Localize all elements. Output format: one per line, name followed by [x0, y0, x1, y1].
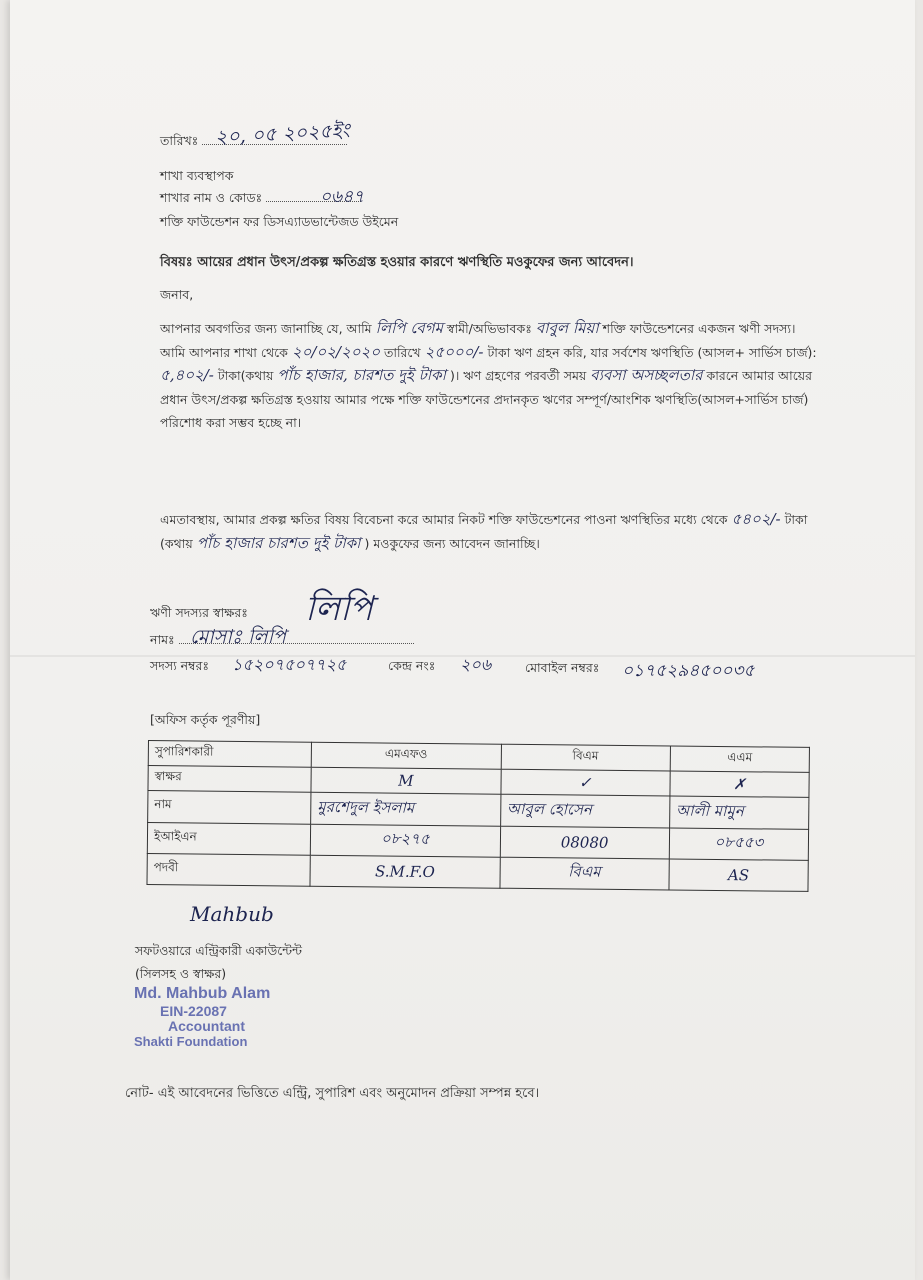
para2-text-3: ) মওকুফের জন্য আবেদন জানাচ্ছি। — [364, 535, 540, 551]
mfo-designation: S.M.F.O — [374, 862, 435, 881]
header-recommender: সুপারিশকারী — [148, 741, 311, 768]
member-id: ১৫২০৭৫০৭৭২৫ — [232, 655, 347, 674]
body-paragraph-2 — [160, 508, 820, 555]
para1-text-4: তারিখে — [383, 344, 421, 360]
para2-text-2: টাকা (কথায় — [160, 512, 808, 551]
addressee-title: শাখা ব্যবস্থাপক — [160, 168, 234, 183]
subject-line: বিষয়ঃ আয়ের প্রধান উৎস/প্রকল্প ক্ষতিগ্রস্ত হওয়ার কারণে ঋণস্থিতি মওকুফের জন্য আবেদন। — [160, 255, 634, 270]
am-ein: ০৮৫৫৩ — [714, 833, 764, 852]
date-value: ২০, ০৫ ২০২৫ইং — [214, 119, 351, 149]
stamp-ein: EIN-22087 — [160, 1003, 227, 1019]
mobile-label: মোবাইল নম্বরঃ — [525, 660, 600, 675]
waiver-amount: ৫৪০২/- — [731, 510, 781, 528]
loan-amount: ২৫০০০/- — [424, 342, 484, 361]
office-use-label: [অফিস কর্তৃক পূরণীয়] — [150, 712, 261, 727]
member-signature: লিপি — [305, 589, 373, 629]
bm-name: আবুল হোসেন — [506, 799, 592, 819]
para1-text-2: স্বামী/অভিভাবকঃ — [446, 321, 532, 336]
para1-text-8: কারনে আমার আয়ের প্রধান উৎস/প্রকল্প ক্ষতিগ্রস্ত হওয়ায় আমার পক্ষে শক্তি ফাউন্ডেশনের প্রদানকৃত ঋণের সম্পূর্ণ/আংশিক ঋণস্থিতি(আসল+সার্ভিস চার্জ) পরিশোধ করা সম্ভব হচ্ছে না। — [160, 368, 813, 430]
para1-text-5: টাকা ঋণ গ্রহন করি, যার সর্বশেষ ঋণস্থিতি (আসল+ সার্ভিস চার্জ): — [487, 344, 817, 360]
table-row — [147, 853, 808, 891]
waiver-amount-words: পাঁচ হাজার চারশত দুই টাকা — [196, 533, 361, 552]
para1-text-6: টাকা(কথায় — [217, 368, 274, 383]
salutation: জনাব, — [160, 287, 194, 302]
am-signature: ✗ — [733, 775, 746, 794]
para2-text-1: এমতাবস্থায়, আমার প্রকল্প ক্ষতির বিষয় বিবেচনা করে আমার নিকট শক্তি ফাউন্ডেশনের পাওনা ঋণস্থিতির মধ্যে থেকে — [160, 512, 728, 527]
bm-ein: 08080 — [560, 832, 609, 852]
member-id-label: সদস্য নম্বরঃ — [150, 658, 210, 673]
footer-note: নোট- এই আবেদনের ভিত্তিতে এন্ট্রি, সুপারিশ এবং অনুমোদন প্রক্রিয়া সম্পন্ন হবে। — [125, 1086, 540, 1101]
loan-date: ২০/০২/২০২০ — [291, 342, 380, 361]
center-label: কেন্দ্র নংঃ — [388, 658, 436, 673]
member-name: মোসাঃ লিপি — [190, 626, 286, 648]
member-signature-label: ঋণী সদস্যর স্বাক্ষরঃ — [150, 605, 248, 620]
row-label-designation: পদবী — [147, 853, 310, 886]
application-sheet — [10, 0, 915, 1280]
mobile-number: ০১৭৫২৯৪৫০০৩৫ — [622, 661, 755, 681]
member-id-line — [150, 658, 209, 678]
row-label-signature: স্বাক্ষর — [148, 766, 311, 793]
recommendation-table — [146, 740, 809, 892]
body-paragraph-1 — [160, 317, 820, 435]
para1-text-7: )। ঋণ গ্রহণের পরবর্তী সময় — [449, 368, 587, 383]
mfo-name: মুরশেদুল ইসলাম — [317, 797, 415, 817]
stamp-name: Md. Mahbub Alam — [134, 985, 271, 1002]
accountant-title: সফটওয়ারে এন্ট্রিকারী একাউন্টেন্ট — [135, 943, 302, 958]
mfo-signature: M — [398, 771, 414, 791]
member-name-label: নামঃ — [150, 632, 175, 647]
stamp-title: Accountant — [168, 1018, 245, 1034]
row-label-ein: ইআইএন — [147, 822, 310, 855]
para1-text-1: আপনার অবগতির জন্য জানাচ্ছি যে, আমি — [160, 321, 372, 336]
header-am: এএম — [670, 746, 810, 773]
am-designation: AS — [727, 865, 750, 885]
branch-code: ০৬৪৭ — [320, 187, 365, 207]
applicant-name: লিপি বেগম — [375, 319, 443, 337]
para1-text-3: শক্তি ফাউন্ডেশনের একজন ঋণী সদস্য। আমি আপনার শাখা থেকে — [160, 321, 796, 360]
header-mfo: এমএফও — [311, 742, 501, 769]
bm-signature: ✓ — [578, 773, 592, 792]
stamp-org: Shakti Foundation — [134, 1034, 248, 1049]
bm-designation: বিএম — [568, 862, 601, 882]
balance-in-words: পাঁচ হাজার, চারশত দুই টাকা — [277, 366, 446, 384]
branch-label: শাখার নাম ও কোডঃ — [160, 190, 263, 205]
guardian-name: বাবুল মিয়া — [535, 319, 599, 337]
row-label-name: নাম — [148, 791, 311, 824]
center-number: ২০৬ — [460, 655, 492, 674]
loss-reason: ব্যবসা অসচ্ছলতার — [590, 366, 703, 384]
loan-balance: ৫,৪০২/- — [160, 366, 214, 384]
header-bm: বিএম — [501, 744, 670, 771]
accountant-signature: Mahbub — [190, 902, 274, 926]
am-name: আলী মামুন — [675, 801, 744, 821]
seal-note: (সিলসহ ও স্বাক্ষর) — [135, 966, 227, 981]
mfo-ein: ০৮২৭৫ — [380, 829, 430, 849]
date-label: তারিখঃ — [160, 133, 199, 148]
organization-name: শক্তি ফাউন্ডেশন ফর ডিসএ্যাডভান্টেজড উইমেন — [160, 214, 399, 229]
